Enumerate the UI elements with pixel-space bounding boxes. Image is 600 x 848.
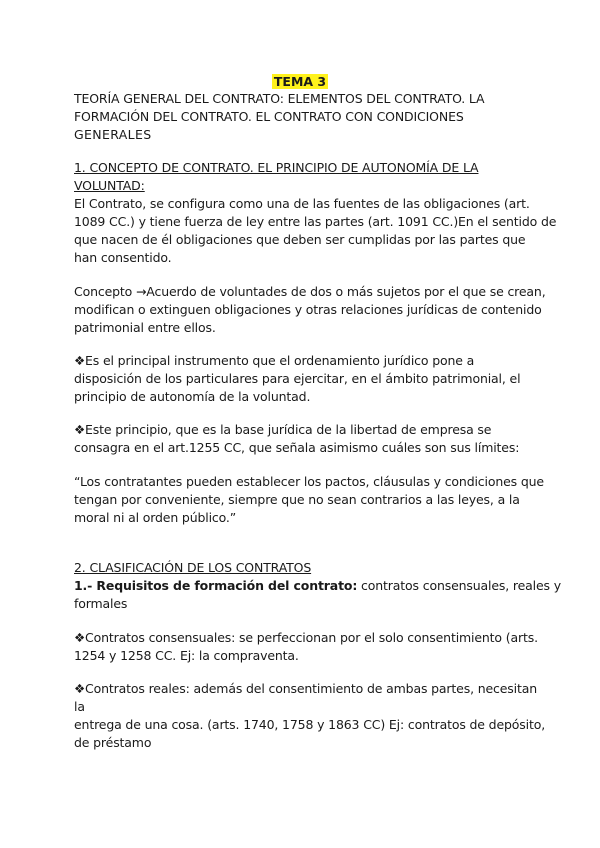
bullet-line: ❖Es el principal instrumento que el ordenamiento jurídico pone a (74, 353, 475, 368)
bullet-line: ❖Este principio, que es la base jurídica de la libertad de empresa se (74, 422, 492, 437)
classification-item-text: contratos consensuales, reales y (357, 578, 561, 593)
bullet-line: 1254 y 1258 CC. Ej: la compraventa. (74, 648, 299, 663)
paragraph-line: 1089 CC.) y tiene fuerza de ley entre las partes (art. 1091 CC.)En el sentido de (74, 214, 557, 229)
section1-heading: VOLUNTAD: (74, 178, 145, 193)
bullet-line: entrega de una cosa. (arts. 1740, 1758 y 1863 CC) Ej: contratos de depósito, (74, 717, 546, 732)
bullet-line: ❖Contratos reales: además del consentimiento de ambas partes, necesitan (74, 681, 538, 696)
classification-item-label: 1.- Requisitos de formación del contrato: (74, 578, 358, 593)
quote-line: “Los contratantes pueden establecer los pactos, cláusulas y condiciones que (74, 474, 544, 489)
bullet-line: consagra en el art.1255 CC, que señala asimismo cuáles son sus límites: (74, 440, 520, 455)
subtitle-line: GENERALES (74, 127, 152, 142)
paragraph-line: El Contrato, se configura como una de las fuentes de las obligaciones (art. (74, 196, 530, 211)
concept-line: modifican o extinguen obligaciones y otras relaciones jurídicas de contenido (74, 302, 542, 317)
subtitle-line: FORMACIÓN DEL CONTRATO. EL CONTRATO CON CONDICIONES (74, 109, 464, 124)
concept-line: Concepto →Acuerdo de voluntades de dos o más sujetos por el que se crean, (74, 284, 546, 299)
bullet-line: de préstamo (74, 735, 152, 750)
subtitle-line: TEORÍA GENERAL DEL CONTRATO: ELEMENTOS DEL CONTRATO. LA (74, 91, 485, 106)
bullet-line: principio de autonomía de la voluntad. (74, 389, 311, 404)
bullet-line: disposición de los particulares para ejercitar, en el ámbito patrimonial, el (74, 371, 521, 386)
bullet-line: la (74, 699, 85, 714)
concept-line: patrimonial entre ellos. (74, 320, 216, 335)
section1-heading: 1. CONCEPTO DE CONTRATO. EL PRINCIPIO DE AUTONOMÍA DE LA (74, 160, 479, 175)
classification-item (74, 578, 561, 594)
quote-line: moral ni al orden público.” (74, 510, 237, 525)
document-title: TEMA 3 (273, 74, 327, 89)
title-container (0, 71, 600, 90)
paragraph-line: que nacen de él obligaciones que deben ser cumplidas por las partes que (74, 232, 526, 247)
classification-item-line: formales (74, 596, 128, 611)
paragraph-line: han consentido. (74, 250, 172, 265)
quote-line: tengan por conveniente, siempre que no sean contrarios a las leyes, a la (74, 492, 520, 507)
section2-heading: 2. CLASIFICACIÓN DE LOS CONTRATOS (74, 560, 312, 575)
bullet-line: ❖Contratos consensuales: se perfeccionan por el solo consentimiento (arts. (74, 630, 538, 645)
